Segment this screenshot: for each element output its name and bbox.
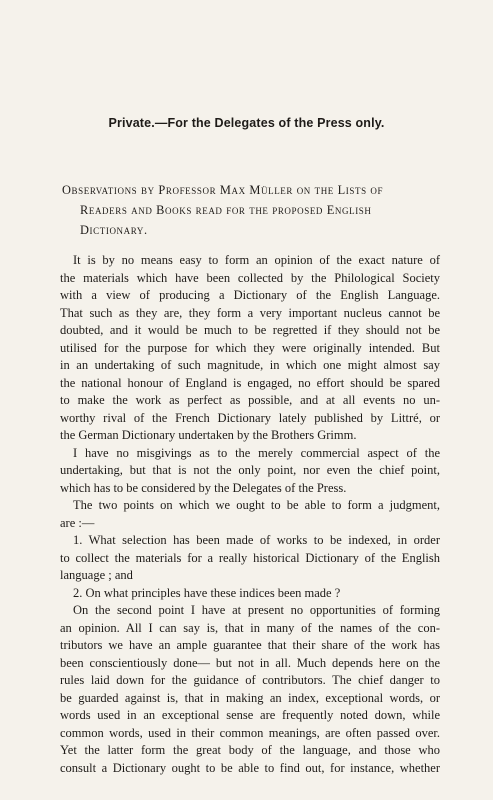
body-text-line: doubted, and it would be much to be regretted if they should not be [60, 323, 440, 337]
body-text-line: worthy rival of the French Dictionary lately published by Littré, or [60, 410, 440, 425]
body-text-line: I have no misgivings as to the merely commercial aspect of the [73, 445, 440, 460]
body-text-line: the materials which have been collected by the Philological Society [60, 270, 440, 285]
body-text-line: language ; and [60, 568, 133, 582]
body-text-line: the national honour of England is engaged, no effort should be spared [60, 375, 440, 390]
body-text-line: 2. On what principles have these indices been made ? [73, 585, 341, 600]
body-text-line: be guarded against is, that in making an index, exceptional words, or [60, 690, 440, 705]
body-text-line: rules laid down for the guidance of contributors. The chief danger to [60, 673, 440, 687]
body-text-line: an opinion. All I can say is, that in many of the names of the con- [60, 620, 440, 635]
document-title [62, 180, 447, 240]
body-text-line: words used in an exceptional sense are frequently noted down, while [60, 708, 440, 722]
body-text-line: 1. What selection has been made of works to be indexed, in order [73, 533, 440, 547]
body-text-line: are :— [60, 515, 95, 530]
body-text-line: to make the work as perfect as possible, and at all events no un- [60, 393, 440, 407]
body-text-line: the German Dictionary undertaken by the Brothers Grimm. [60, 428, 357, 442]
body-text-line: undertaking, but that is not the only point, nor even the chief point, [60, 463, 440, 477]
body-text-line: The two points on which we ought to be able to form a judgment, [73, 498, 440, 512]
body-text-line: to collect the materials for a really historical Dictionary of the English [60, 550, 440, 565]
body-text-line: Yet the latter form the great body of the language, and those who [60, 743, 440, 757]
body-text-line: with a view of producing a Dictionary of the English Language. [60, 288, 440, 302]
title-line: Observations by Professor Max Müller on the Lists of [62, 183, 384, 197]
body-text-line: common words, used in their common meanings, are often passed over. [60, 725, 440, 740]
body-text-line: which has to be considered by the Delegates of the Press. [60, 480, 347, 495]
document-body [60, 252, 440, 777]
title-line: Readers and Books read for the proposed English [80, 203, 372, 217]
body-text-line: It is by no means easy to form an opinion of the exact nature of [73, 253, 440, 267]
body-text-line: On the second point I have at present no opportunities of forming [73, 603, 440, 617]
body-text-line: tributors we have an ample guarantee that their share of the work has [60, 638, 440, 652]
body-text-line: been conscientiously done— but not in all. Much depends here on the [60, 655, 440, 670]
page-header: Private.—For the Delegates of the Press only. [108, 116, 385, 130]
body-text-line: That such as they are, they form a very important nucleus cannot be [60, 305, 440, 320]
body-text-line: utilised for the purpose for which they were originally intended. But [60, 340, 440, 355]
body-text-line: consult a Dictionary ought to be able to find out, for instance, whether [60, 760, 440, 775]
body-text-line: in an undertaking of such magnitude, in which one might almost say [60, 358, 440, 372]
title-line: Dictionary. [80, 223, 148, 237]
